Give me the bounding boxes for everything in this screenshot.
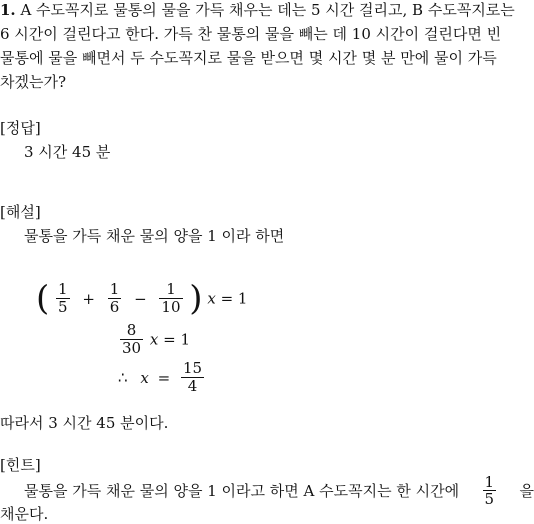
- hint-text: 물통을 가득 채운 물의 양을 1 이라고 하면 A 수도꼭지는 한 시간에: [24, 481, 460, 500]
- problem-text-1: A 수도꼭지로 물통의 물을 가득 채우는 데는 5 시간 걸리고, B 수도꼭지로는: [20, 1, 515, 19]
- right-paren: ): [189, 278, 203, 319]
- problem-text-4: 차겠는가?: [0, 73, 67, 91]
- fraction-1-5: $\frac{1}{5}$: [58, 280, 68, 316]
- hint-fraction: $\frac{1}{5}$: [484, 473, 495, 508]
- problem-text-3: 물통에 물을 빼면서 두 수도꼭지로 물을 받으면 몇 시간 몇 분 만에 물이 가득: [0, 49, 497, 67]
- fraction-8-30: $\frac{8}{30}$: [122, 321, 142, 357]
- therefore-symbol: ∴: [118, 368, 128, 387]
- solution-header: [해설]: [0, 203, 41, 221]
- equation-2: $\frac{8}{30}$ x = 1: [122, 321, 191, 357]
- problem-text-2: 6 시간이 걸린다고 한다. 가득 찬 물통의 물을 빼는 데 10 시간이 걸린다면 빈: [0, 25, 502, 43]
- problem-line-1: [0, 0, 515, 20]
- hint-line-2: 채운다.: [0, 505, 49, 523]
- fraction-1-6: $\frac{1}{6}$: [109, 280, 120, 316]
- hint-text-after: 을: [519, 481, 534, 500]
- answer-header: [정답]: [0, 119, 41, 137]
- problem-number: 1.: [0, 1, 16, 19]
- hint-line-1: [24, 474, 534, 507]
- equation-3: ∴ x = $\frac{15}{4}$: [118, 359, 203, 395]
- solution-intro: 물통을 가득 채운 물의 양을 1 이라 하면: [24, 227, 285, 245]
- hint-header: [힌트]: [0, 456, 41, 474]
- left-paren: (: [36, 278, 50, 319]
- solution-conclusion: 따라서 3 시간 45 분이다.: [0, 414, 169, 432]
- answer-text: 3 시간 45 분: [24, 143, 111, 161]
- fraction-1-10: $\frac{1}{10}$: [161, 280, 181, 316]
- fraction-15-4: $\frac{15}{4}$: [182, 359, 203, 395]
- equation-1: ( $\frac{1}{5}$ + $\frac{1}{6}$ − $\frac{1}{10}$ ) x = 1: [36, 278, 248, 319]
